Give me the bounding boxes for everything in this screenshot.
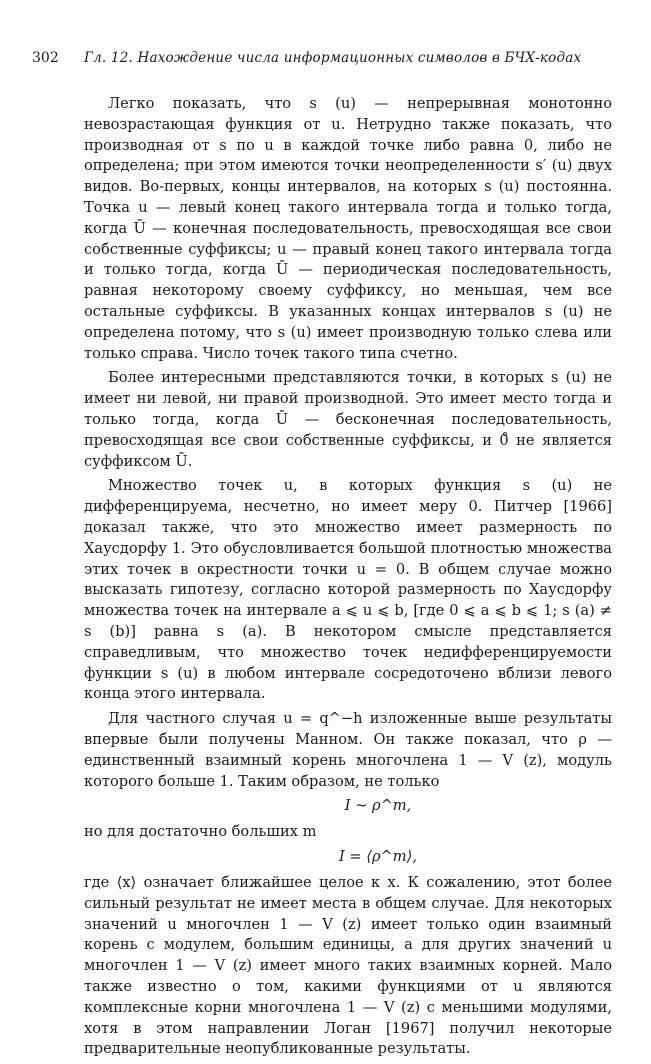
paragraph-4: Для частного случая u = q^−h изложенные выше результаты впервые были получены Манном. Он также показал, что ρ — единственный взаимный корень многочлена 1 — V (z), модуль которого больше 1. Таким образом, не только	[84, 710, 612, 790]
running-header	[32, 50, 612, 76]
paragraph-1: Легко показать, что s (u) — непрерывная монотонно невозрастающая функция от u. Нетрудно также показать, что производная от s по u в каждой точке либо равна 0, либо не определена; при этом имеются точки неопределенности s′ (u) двух видов. Во-первых, концы интервалов, на которых s (u) постоянна. Точка u — левый конец такого интервала тогда и только тогда, когда Ū — конечная последовательность, превосходящая все свои собственные суффиксы; u — правый конец такого интервала тогда и только тогда, когда Ū — периодическая последовательность, равная некоторому своему суффиксу, но меньшая, чем все остальные суффиксы. В указанных концах интервалов s (u) не определена потому, что s (u) имеет производную только слева или только справа. Число точек такого типа счетно.	[84, 95, 612, 362]
paragraph-3: Множество точек u, в которых функция s (u) не дифференцируема, несчетно, но имеет меру 0. Питчер [1966] доказал также, что это множество имеет размерность по Хаусдорфу 1. Это обусловливается большой плотностью множества этих точек в окрестности точки u = 0. В общем случае можно высказать гипотезу, согласно которой размерность по Хаусдорфу множества точек на интервале a ⩽ u ⩽ b, [где 0 ⩽ a ⩽ b ⩽ 1; s (a) ≠ s (b)] равна s (a). В некотором смысле представляется справедливым, что множество точек недифференцируемости функции s (u) в любом интервале сосредоточено вблизи левого конца этого интервала.	[84, 477, 612, 703]
formula-nearest-integer: I = ⟨ρ^m⟩,	[339, 848, 417, 866]
chapter-title: Гл. 12. Нахождение числа информационных символов в БЧХ-кодах	[84, 50, 582, 66]
page	[32, 50, 612, 1064]
page-number: 302	[32, 50, 59, 66]
body-text	[84, 94, 612, 1060]
paragraph-5: где ⟨x⟩ означает ближайшее целое к x. К сожалению, этот более сильный результат не имеет места в общем случае. Для некоторых значений u многочлен 1 — V (z) имеет только один взаимный корень с модулем, большим единицы, а для других значений u многочлен 1 — V (z) имеет много таких взаимных корней. Мало также известно о том, какими функциями от u являются комплексные корни многочлена 1 — V (z) с меньшими модулями, хотя в этом направлении Логан [1967] получил некоторые предварительные неопубликованные результаты.	[84, 874, 612, 1058]
paragraph-2: Более интересными представляются точки, в которых s (u) не имеет ни левой, ни правой производной. Это имеет место тогда и только тогда, когда Ū — бесконечная последовательность, превосходящая все свои собственные суффиксы, и 0̊ не является суффиксом Ū.	[84, 369, 612, 470]
connecting-line: но для достаточно больших m	[84, 823, 317, 841]
formula-asymptotic: I ~ ρ^m,	[344, 797, 412, 815]
